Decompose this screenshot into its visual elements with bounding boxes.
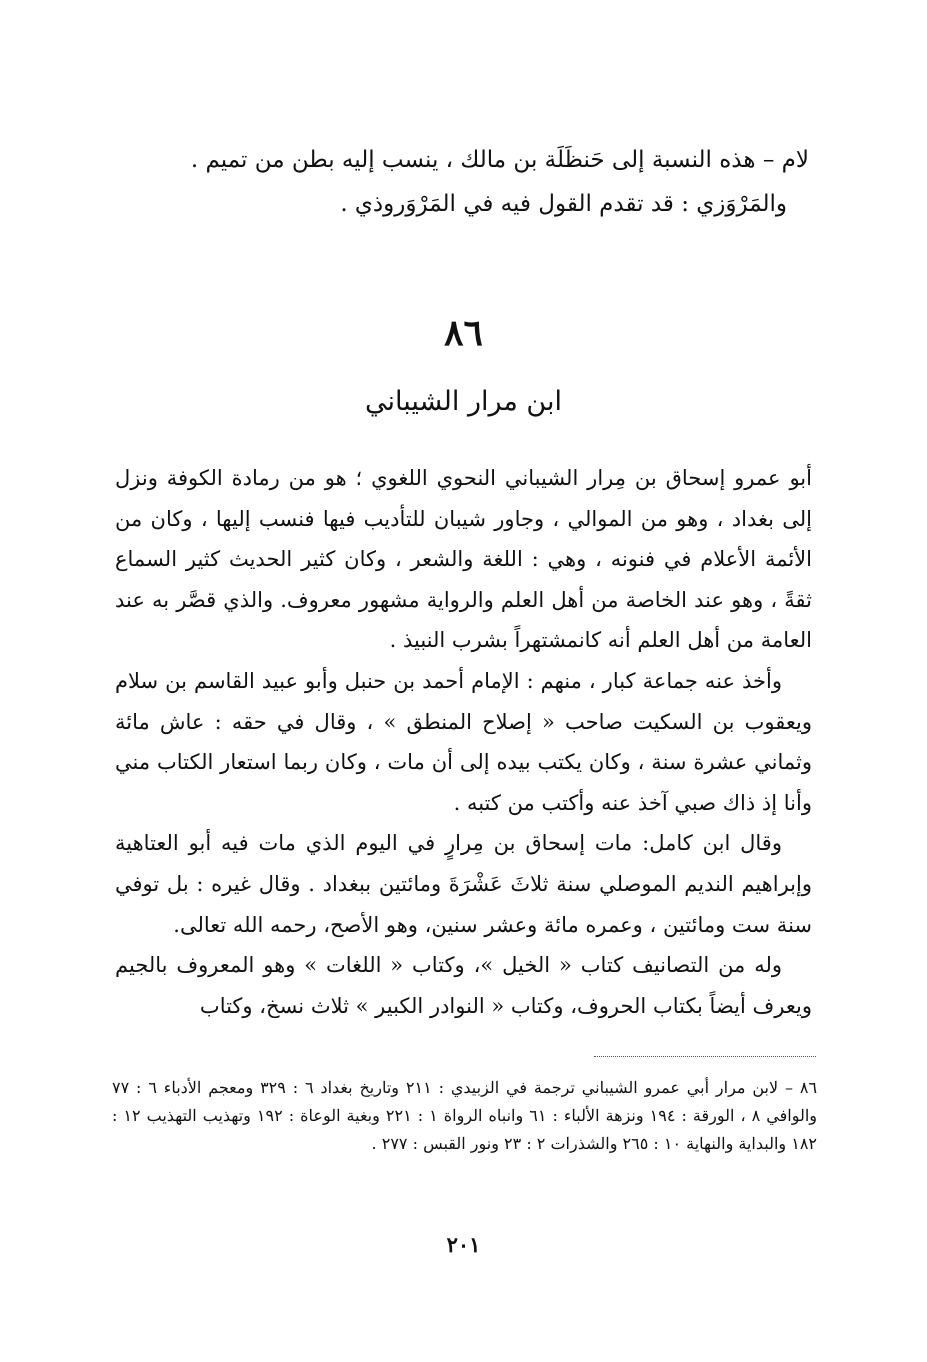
previous-entry-line: والمَرْوَزي : قد تقدم القول فيه في المَرْوَروذي .: [340, 191, 787, 217]
entry-number: ٨٦: [444, 312, 483, 354]
paragraph: أبو عمرو إسحاق بن مِرار الشيباني النحوي اللغوي ؛ هو من رمادة الكوفة ونزل إلى بغداد ، وهو من الموالي ، وجاور شيبان للتأديب فيها فنسب إليها ، وكان من الأئمة الأعلام في فنونه ، وهي : اللغة والشعر ، وكان كثير الحديث كثير السماع ثقةً ، وهو عند الخاصة من أهل العلم والرواية مشهور معروف. والذي قصَّر به عند العامة من أهل العلم أنه كانمشتهراً بشرب النبيذ .: [115, 466, 812, 653]
entry-title: ابن مرار الشيباني: [365, 386, 562, 417]
paragraph: وقال ابن كامل: مات إسحاق بن مِرارٍ في اليوم الذي مات فيه أبو العتاهية وإبراهيم النديم الموصلي سنة ثلاثَ عَشْرَةَ ومائتين ببغداد . وقال غيره : بل توفي سنة ست ومائتين ، وعمره مائة وعشر سنين، وهو الأصح، رحمه الله تعالى.: [115, 831, 812, 937]
footnote-divider: [594, 1056, 816, 1057]
entry-body: [115, 458, 812, 1026]
paragraph: وأخذ عنه جماعة كبار ، منهم : الإمام أحمد بن حنبل وأبو عبيد القاسم بن سلام ويعقوب بن السكيت صاحب « إصلاح المنطق » ، وقال في حقه : عاش مائة وثماني عشرة سنة ، وكان يكتب بيده إلى أن مات ، وكان ربما استعار الكتاب مني وأنا إذ ذاك صبي آخذ عنه وأكتب من كتبه .: [115, 668, 812, 815]
previous-entry-line: لام – هذه النسبة إلى حَنظَلَة بن مالك ، ينسب إليه بطن من تميم .: [190, 147, 809, 173]
footnote: ٨٦ – لابن مرار أبي عمرو الشيباني ترجمة في الزبيدي : ٢١١ وتاريخ بغداد ٦ : ٣٢٩ ومعجم الأدباء ٦ : ٧٧ والوافي ٨ ، الورقة : ١٩٤ ونزهة الألباء : ٦١ وانباه الرواة ١ : ٢٢١ وبغية الوعاة : ١٩٢ وتهذيب التهذيب ١٢ : ١٨٢ والبداية والنهاية ١٠ : ٢٦٥ والشذرات ٢ : ٢٣ ونور القبس : ٢٧٧ .: [112, 1078, 818, 1153]
previous-entry-tail: [109, 138, 809, 226]
paragraph: وله من التصانيف كتاب « الخيل »، وكتاب « اللغات » وهو المعروف بالجيم ويعرف أيضاً بكتاب الحروف، وكتاب « النوادر الكبير » ثلاث نسخ، وكتاب: [115, 953, 812, 1018]
page-number: ٢٠١: [446, 1232, 481, 1257]
